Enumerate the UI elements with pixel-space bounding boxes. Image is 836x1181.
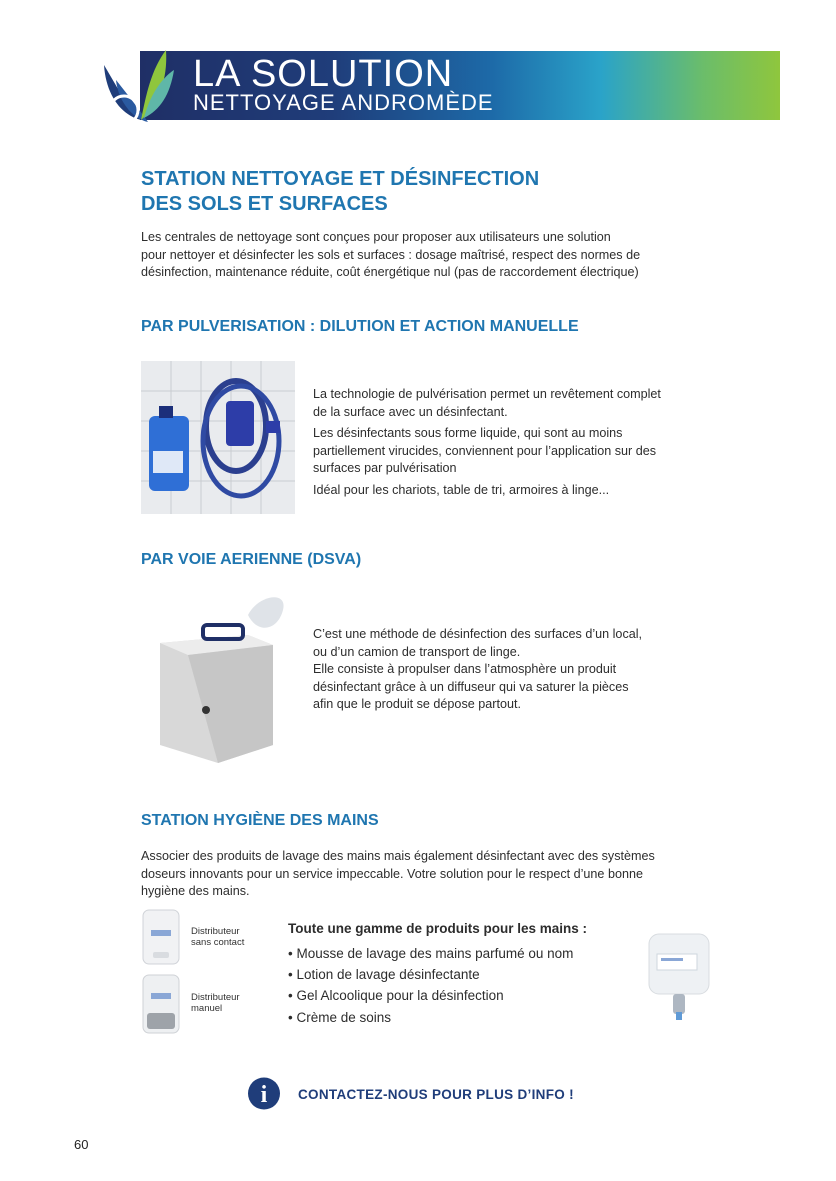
spray-line4: partiellement virucides, conviennent pour l’application sur des [313,443,657,458]
dsva-line5: afin que le produit se dépose partout. [313,697,521,711]
section-spray-title: PAR PULVERISATION : DILUTION ET ACTION MANUELLE [141,318,579,335]
info-icon-letter: i [260,1082,268,1108]
hands-line2: doseurs innovants pour un service impeccable. Votre solution pour le respect d’une bonne [141,866,643,881]
header-subtitle: NETTOYAGE ANDROMÈDE [193,90,494,115]
hands-line3: hygiène des mains. [141,884,250,898]
spray-paragraph [313,386,661,499]
intro-paragraph [141,229,640,282]
manual-dispenser-label [191,992,240,1014]
page-title-line2: DES SOLS ET SURFACES [141,193,388,215]
page-title [141,167,539,217]
spray-line2: de la surface avec un désinfectant. [313,404,508,419]
intro-line3: désinfection, maintenance réduite, coût énergétique nul (pas de raccordement électrique) [141,265,639,279]
hands-line1: Associer des produits de lavage des mains mais également désinfectant avec des systèmes [141,849,655,863]
list-item: • Crème de soins [288,1009,392,1025]
dsva-diffuser-image [148,585,293,765]
hands-paragraph [141,848,655,901]
intro-line2: pour nettoyer et désinfecter les sols et surfaces : dosage maîtrisé, respect des normes de [141,247,641,262]
manual-label-line1: Distributeur [191,992,240,1003]
section-dsva-title: PAR VOIE AERIENNE (DSVA) [141,551,362,568]
touchless-dispenser-image [139,908,183,966]
manual-label-line2: manuel [191,1003,223,1014]
soap-cartridge-image [643,928,715,1023]
touchless-dispenser-label [191,926,244,948]
list-item: • Mousse de lavage des mains parfumé ou nom [288,946,574,961]
dsva-line3: Elle consiste à propulser dans l’atmosphère un produit [313,662,617,676]
dsva-line2: ou d’un camion de transport de linge. [313,644,521,659]
spray-line3: Les désinfectants sous forme liquide, qui sont au moins [313,426,623,440]
list-item: • Lotion de lavage désinfectante [288,967,480,983]
dsva-line4: désinfectant grâce à un diffuseur qui va saturer la pièces [313,679,629,694]
product-range-title: Toute une gamme de produits pour les mains : [288,921,588,936]
spray-station-image [141,361,295,514]
section-hands-title: STATION HYGIÈNE DES MAINS [141,812,379,829]
contact-link[interactable]: CONTACTEZ-NOUS POUR PLUS D’INFO ! [298,1087,574,1102]
header-title: LA SOLUTION [193,53,454,95]
info-icon[interactable] [247,1075,281,1112]
dsva-line1: C’est une méthode de désinfection des surfaces d’un local, [313,627,643,641]
manual-dispenser-image [139,973,183,1035]
spray-line1: La technologie de pulvérisation permet un revêtement complet [313,387,661,401]
dsva-paragraph [313,626,642,714]
touchless-label-line1: Distributeur [191,926,240,937]
touchless-label-line2: sans contact [191,937,245,948]
page-title-line1: STATION NETTOYAGE ET DÉSINFECTION [141,168,540,190]
intro-line1: Les centrales de nettoyage sont conçues pour proposer aux utilisateurs une solution [141,230,611,244]
spray-line6: Idéal pour les chariots, table de tri, armoires à linge... [313,482,610,497]
page-number: 60 [74,1137,89,1152]
list-item: • Gel Alcoolique pour la désinfection [288,988,504,1004]
spray-line5: surfaces par pulvérisation [313,461,457,475]
product-range-list [288,943,573,1028]
leaf-logo-icon [96,40,176,130]
